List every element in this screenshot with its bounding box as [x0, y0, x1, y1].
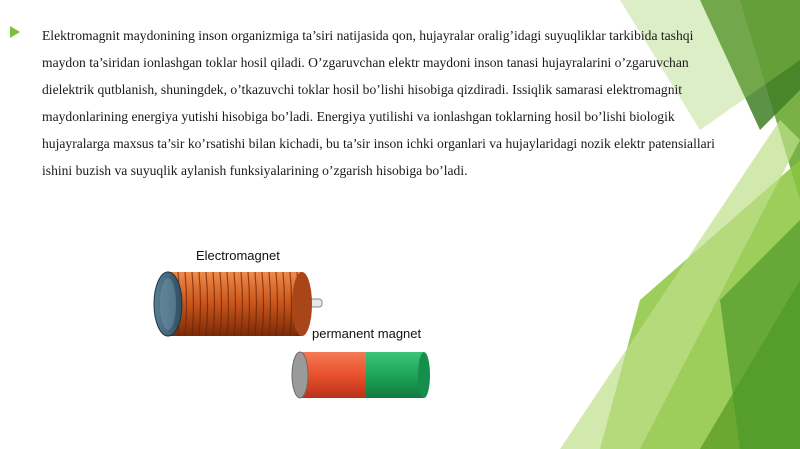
- body-paragraph: Elektromagnit maydonining inson organizmiga ta’siri natijasida qon, hujayralar oralig’idagi suyuqliklar tarkibida tashqi maydon ta’siridan ionlashgan toklar hosil qiladi. O’zgaruvchan elektr maydoni inson tanasi hujayralarini o’zgaruvchan dielektrik qutblanish, shuningdek, o’tkazuvchi toklar hosil bo’lishi hisobiga qizdiradi. Issiqlik samarasi elektromagnit maydonlarining energiya yutishi hisobiga bo’ladi. Energiya yutilishi va ionlashgan toklarning hosil bo’lishi biologik hujayralarga maxsus ta’sir ko’rsatishi bilan kichadi, bu ta’sir inson ichki organlari va hujaylaridagi nozik elektr patensiallari ishini buzish va suyuqlik aylanish funksiyalarining o’zgarish hisobiga bo’ladi.: [42, 28, 715, 178]
- permanent-magnet: [292, 352, 430, 398]
- electromagnet-label: Electromagnet: [196, 248, 280, 263]
- electromagnet-coil: [154, 272, 312, 336]
- magnet-green-pole: [366, 352, 424, 398]
- permanent-magnet-label: permanent magnet: [312, 326, 422, 341]
- magnet-red-pole: [300, 352, 366, 398]
